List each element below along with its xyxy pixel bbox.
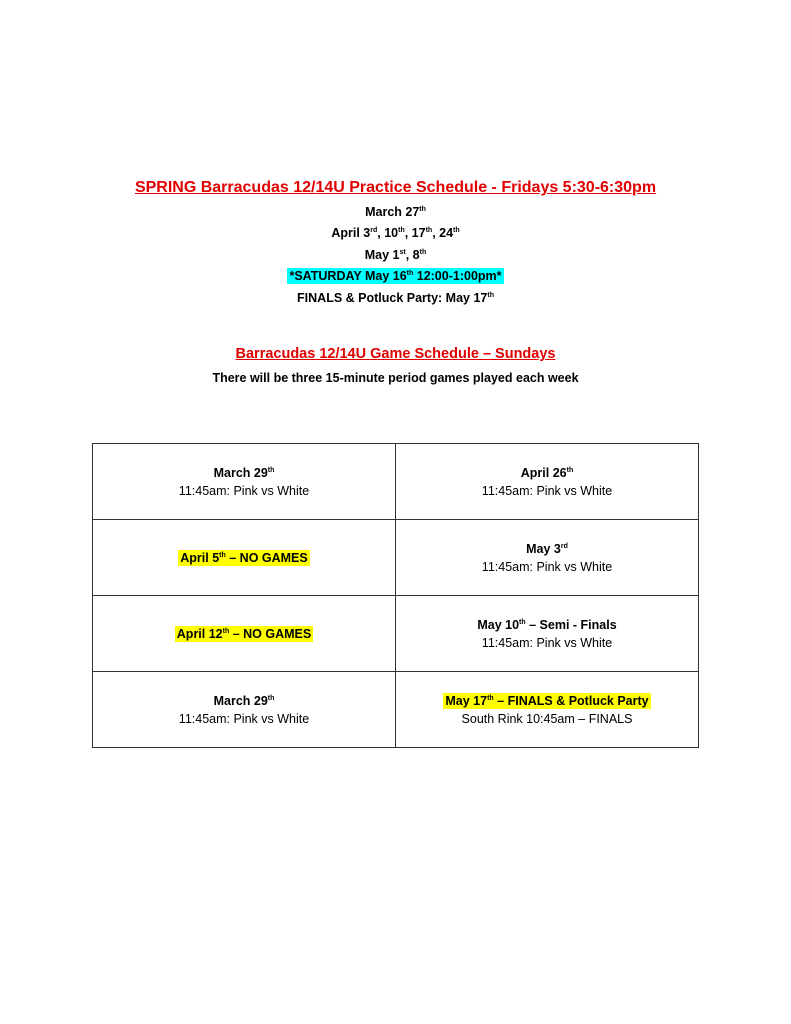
table-row xyxy=(93,596,699,672)
practice-date-line-3: May 1st, 8th xyxy=(364,248,427,262)
table-cell xyxy=(93,520,396,596)
table-row xyxy=(93,444,699,520)
table-cell: March 29th 11:45am: Pink vs White xyxy=(93,444,396,520)
game-schedule-subtitle: There will be three 15-minute period games played each week xyxy=(212,371,579,385)
practice-schedule-title: SPRING Barracudas 12/14U Practice Schedule - Fridays 5:30-6:30pm xyxy=(134,179,657,196)
table-cell: May 17th – FINALS & Potluck Party South Rink 10:45am – FINALS xyxy=(396,672,699,748)
finals-highlight: May 17th – FINALS & Potluck Party xyxy=(445,693,649,708)
practice-date-line-1: March 27th xyxy=(365,205,426,219)
game-schedule-table xyxy=(92,443,699,748)
table-cell: March 29th 11:45am: Pink vs White xyxy=(93,672,396,748)
table-cell: May 10th – Semi - Finals 11:45am: Pink vs White xyxy=(396,596,699,672)
practice-date-line-2: April 3rd, 10th, 17th, 24th xyxy=(331,226,460,240)
saturday-highlight: *SATURDAY May 16th 12:00-1:00pm* xyxy=(289,269,502,283)
table-row xyxy=(93,520,699,596)
table-row xyxy=(93,672,699,748)
game-schedule-title: Barracudas 12/14U Game Schedule – Sundays xyxy=(235,346,556,362)
practice-saturday-line xyxy=(0,267,791,285)
practice-finals-line: FINALS & Potluck Party: May 17th xyxy=(297,291,494,305)
table-cell xyxy=(93,596,396,672)
no-games-highlight: April 5th – NO GAMES xyxy=(180,550,308,565)
table-cell: May 3rd 11:45am: Pink vs White xyxy=(396,520,699,596)
table-cell: April 26th 11:45am: Pink vs White xyxy=(396,444,699,520)
no-games-highlight: April 12th – NO GAMES xyxy=(176,626,312,641)
